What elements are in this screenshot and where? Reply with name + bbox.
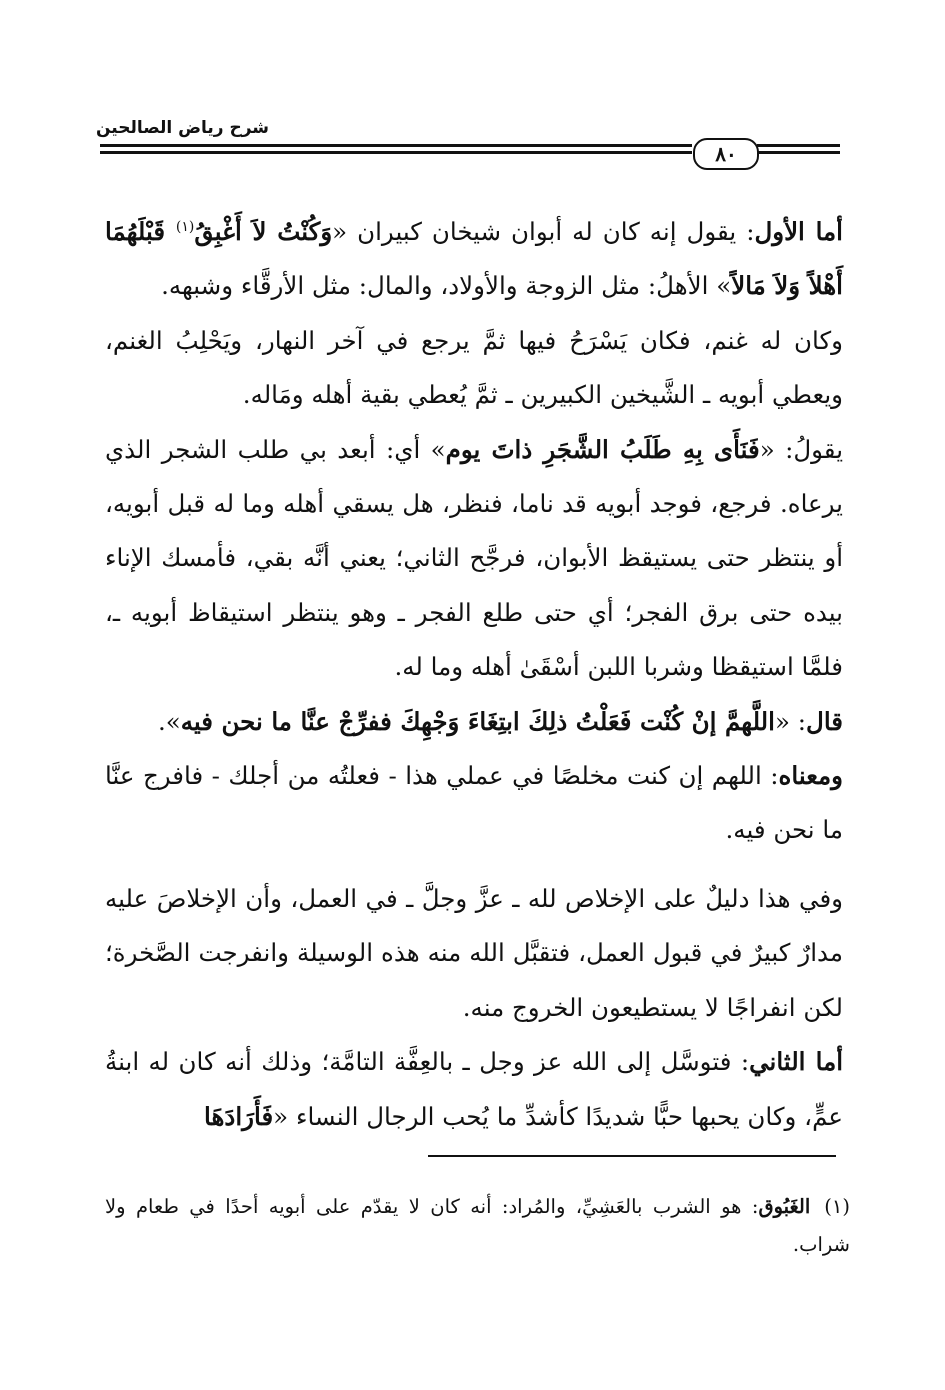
footnote-text: : هو الشرب بالعَشِيِّ، والمُراد: أنه كان لا يقدّم على أبويه أحدًا في طعام ولا شراب. <box>105 1195 850 1256</box>
running-header-title: شرح رياض الصالحين <box>96 118 270 138</box>
footnote-separator <box>428 1155 836 1157</box>
paragraph-7 <box>105 1035 843 1144</box>
paragraph-1 <box>105 205 843 314</box>
paragraph-1-text-b: » الأهلُ: مثل الزوجة والأولاد، والمال: مثل الأرقَّاء وشبهه. <box>161 271 732 301</box>
footnote-ref: (١) <box>175 218 195 235</box>
footnote-mark: (١) <box>824 1195 850 1218</box>
paragraph-1-text-a: : يقول إنه كان له أبوان شيخان كبيران « <box>332 217 755 246</box>
footnote <box>105 1188 850 1264</box>
paragraph-3-text-a: يقولُ: « <box>759 434 844 464</box>
page-number <box>693 138 759 170</box>
header-rule-bottom <box>100 151 692 154</box>
paragraph-5-text: : اللهم إن كنت مخلصًا في عملي هذا - فعلتُه من أجلك - فافرج عنَّا ما نحن فيه. <box>105 761 843 845</box>
paragraph-5-lead: ومعناه <box>778 761 843 791</box>
paragraph-4-text-b: ». <box>157 706 181 736</box>
paragraph-3 <box>105 423 843 695</box>
hadith-quote-1a: وَكُنْتُ لاَ أَغْبِقُ <box>194 217 333 246</box>
hadith-quote-1b: قَبْلَهُمَا أَهْلاً وَلاَ مَالاً <box>105 217 843 301</box>
header-rule-top <box>100 144 692 147</box>
paragraph-7-text-a: : فتوسَّل إلى الله عز وجل ـ بالعِفَّة التامَّة؛ وذلك أنه كان له ابنةُ عمٍّ، وكان يحبها حبًّا شديدًا كأشدِّ ما يُحب الرجال النساء « <box>105 1047 843 1131</box>
paragraph-4-lead: قال <box>806 706 843 736</box>
paragraph-3-text-b: » أي: أبعد بي طلب الشجر الذي يرعاه. فرجع، فوجد أبويه قد ناما، فنظر، هل يسقي أهله وما له قبل أبويه، أو ينتظر حتى يستيقظ الأبوان، فرجَّح الثاني؛ يعني أنَّه بقي، فأمسك الإناء بيده حتى برق الفجر؛ أي حتى طلع الفجر ـ وهو ينتظر استيقاظ أبويه ـ، فلمَّا استيقظا وشربا اللبن أسْقَىٰ أهله وما له. <box>105 434 843 682</box>
page-number-text: ٨٠ <box>715 142 737 166</box>
paragraph-4 <box>105 695 843 749</box>
hadith-quote-7: فَأَرَادَهَا <box>204 1101 274 1131</box>
hadith-quote-3: فَنَأَى بِهِ طَلَبُ الشَّجَرِ ذاتَ يوم <box>445 434 760 464</box>
footnote-term: الغَبُوق <box>758 1195 811 1218</box>
paragraph-4-text-a: : « <box>774 706 807 736</box>
paragraph-2: وكان له غنم، فكان يَسْرَحُ فيها ثمَّ يرجع في آخر النهار، ويَحْلِبُ الغنم، ويعطي أبويه ـ الشَّيخين الكبيرين ـ ثمَّ يُعطي بقية أهله ومَاله. <box>105 325 843 410</box>
paragraph-7-lead: أما الثاني <box>749 1047 843 1077</box>
hadith-quote-4: اللَّهمَّ إنْ كُنْت فَعَلْتُ ذلِكَ ابتِغَاءَ وَجْهِكَ ففرِّجْ عنَّا ما نحن فيه <box>180 706 775 736</box>
paragraph-6: وفي هذا دليلٌ على الإخلاص لله ـ عزَّ وجلَّ ـ في العمل، وأن الإخلاصَ عليه مدارٌ كبيرٌ في قبول العمل، فتقبَّل الله منه هذه الوسيلة وانفرجت الصَّخرة؛ لكن انفراجًا لا يستطيعون الخروج منه. <box>105 883 843 1022</box>
paragraph-5 <box>105 749 843 858</box>
header-rule-right-bottom <box>757 151 840 154</box>
body-text <box>105 205 843 1144</box>
paragraph-1-lead: أما الأول <box>754 217 843 246</box>
header-rule-right-top <box>757 144 840 147</box>
